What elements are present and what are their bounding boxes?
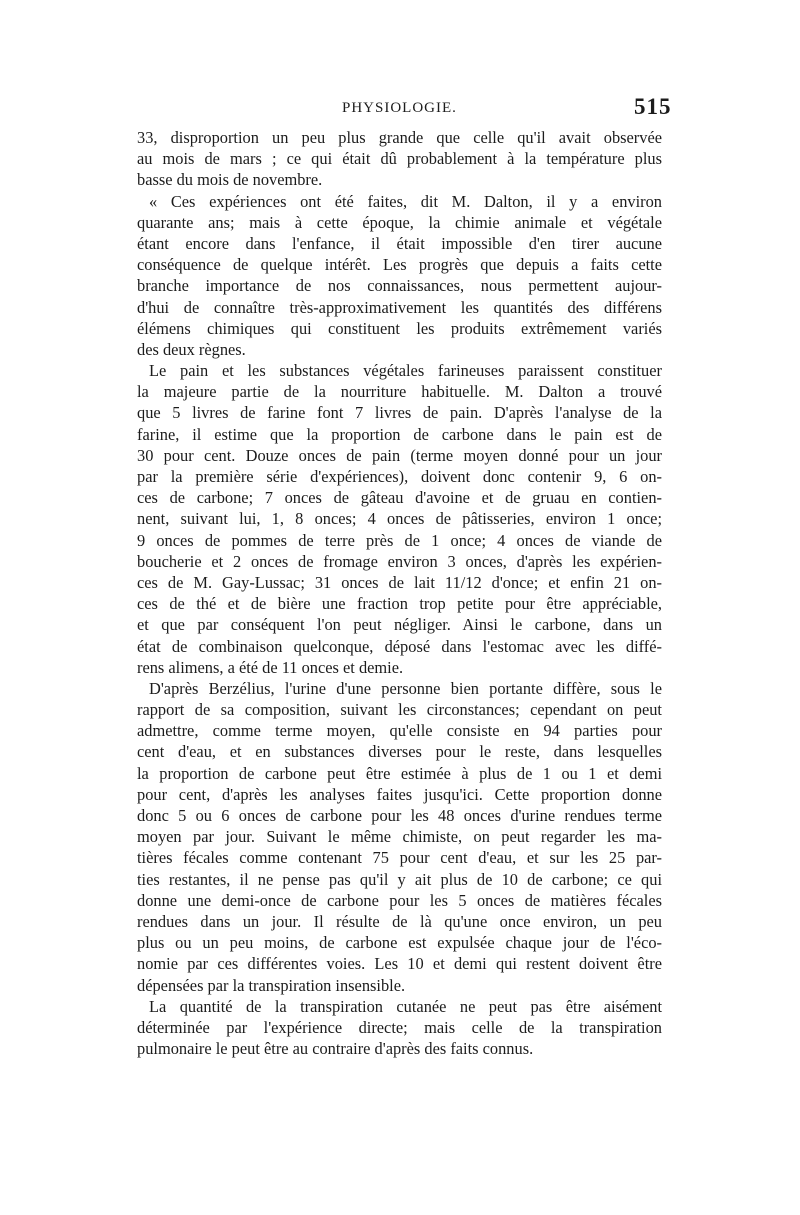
text-line: et que par conséquent l'on peut négliger. Ainsi le carbone, dans un	[137, 615, 662, 635]
text-line: basse du mois de novembre.	[137, 170, 323, 190]
text-line: rens alimens, a été de 11 onces et demie.	[137, 657, 404, 677]
text-line: donne une demi-once de carbone pour les 5 onces de matières fécales	[137, 890, 662, 910]
text-line: nomie par ces différentes voies. Les 10 et demi qui restent doivent être	[137, 954, 662, 974]
text-line: état de combinaison quelconque, déposé dans l'estomac avec les diffé-	[137, 636, 662, 656]
text-line: D'après Berzélius, l'urine d'une personne bien portante diffère, sous le	[149, 678, 662, 698]
text-line: quarante ans; mais à cette époque, la chimie animale et végétale	[137, 212, 662, 232]
text-line: 33, disproportion un peu plus grande que celle qu'il avait observée	[137, 128, 662, 147]
text-line: tières fécales comme contenant 75 pour cent d'eau, et sur les 25 par-	[137, 848, 662, 868]
text-line: au mois de mars ; ce qui était dû probablement à la température plus	[137, 149, 662, 169]
text-line: Le pain et les substances végétales farineuses paraissent constituer	[149, 361, 662, 381]
text-line: boucherie et 2 onces de fromage environ 3 onces, d'après les expérien-	[137, 551, 662, 571]
text-line: ces de M. Gay-Lussac; 31 onces de lait 11/12 d'once; et enfin 21 on-	[137, 572, 662, 592]
text-line: que 5 livres de farine font 7 livres de pain. D'après l'analyse de la	[137, 403, 662, 423]
page-number: 515	[634, 94, 672, 119]
text-line: conséquence de quelque intérêt. Les progrès que depuis a faits cette	[137, 255, 662, 275]
text-line: ces de thé et de bière une fraction trop petite pour être appréciable,	[137, 594, 662, 614]
text-line: dépensées par la transpiration insensible.	[137, 975, 406, 995]
running-title: PHYSIOLOGIE.	[342, 100, 457, 116]
text-line: ces de carbone; 7 onces de gâteau d'avoine et de gruau en contien-	[137, 488, 662, 508]
text-line: la majeure partie de la nourriture habituelle. M. Dalton a trouvé	[137, 382, 662, 402]
running-header	[0, 94, 800, 124]
text-line: élémens chimiques qui constituent les produits extrêmement variés	[137, 318, 662, 338]
text-line: cent d'eau, et en substances diverses pour le reste, dans lesquelles	[137, 742, 662, 762]
text-line: déterminée par l'expérience directe; mais celle de la transpiration	[137, 1017, 662, 1037]
text-line: 30 pour cent. Douze onces de pain (terme moyen donné pour un jour	[137, 445, 662, 465]
text-line: La quantité de la transpiration cutanée ne peut pas être aisément	[149, 996, 662, 1016]
text-line: pulmonaire le peut être au contraire d'après des faits connus.	[137, 1039, 534, 1059]
text-line: pour cent, d'après les analyses faites jusqu'ici. Cette proportion donne	[137, 784, 662, 804]
text-line: admettre, comme terme moyen, qu'elle consiste en 94 parties pour	[137, 721, 662, 741]
text-line: étant encore dans l'enfance, il était impossible d'en tirer aucune	[137, 233, 662, 253]
text-line: ties restantes, il ne pense pas qu'il y ait plus de 10 de carbone; ce qui	[137, 869, 662, 889]
text-line: par la première série d'expériences), doivent donc contenir 9, 6 on-	[137, 467, 662, 486]
text-line: branche importance de nos connaissances, nous permettent aujour-	[137, 276, 662, 296]
text-line: des deux règnes.	[137, 339, 246, 359]
text-line: 9 onces de pommes de terre près de 1 once; 4 onces de viande de	[137, 530, 662, 550]
text-line: d'hui de connaître très-approximativement les quantités des différens	[137, 297, 662, 317]
text-line: moyen par jour. Suivant le même chimiste, on peut regarder les ma-	[137, 827, 662, 847]
text-line: « Ces expériences ont été faites, dit M. Dalton, il y a environ	[149, 191, 662, 211]
text-line: la proportion de carbone peut être estimée à plus de 1 ou 1 et demi	[137, 763, 662, 783]
text-line: nent, suivant lui, 1, 8 onces; 4 onces de pâtisseries, environ 1 once;	[137, 509, 662, 529]
body-text	[137, 127, 662, 1059]
text-line: rendues dans un jour. Il résulte de là qu'une once environ, un peu	[137, 911, 662, 931]
text-line: farine, il estime que la proportion de carbone dans le pain est de	[137, 424, 662, 444]
text-line: plus ou un peu moins, de carbone est expulsée chaque jour de l'éco-	[137, 933, 662, 953]
text-line: donc 5 ou 6 onces de carbone pour les 48 onces d'urine rendues terme	[137, 806, 662, 825]
text-line: rapport de sa composition, suivant les circonstances; cependant on peut	[137, 700, 662, 720]
